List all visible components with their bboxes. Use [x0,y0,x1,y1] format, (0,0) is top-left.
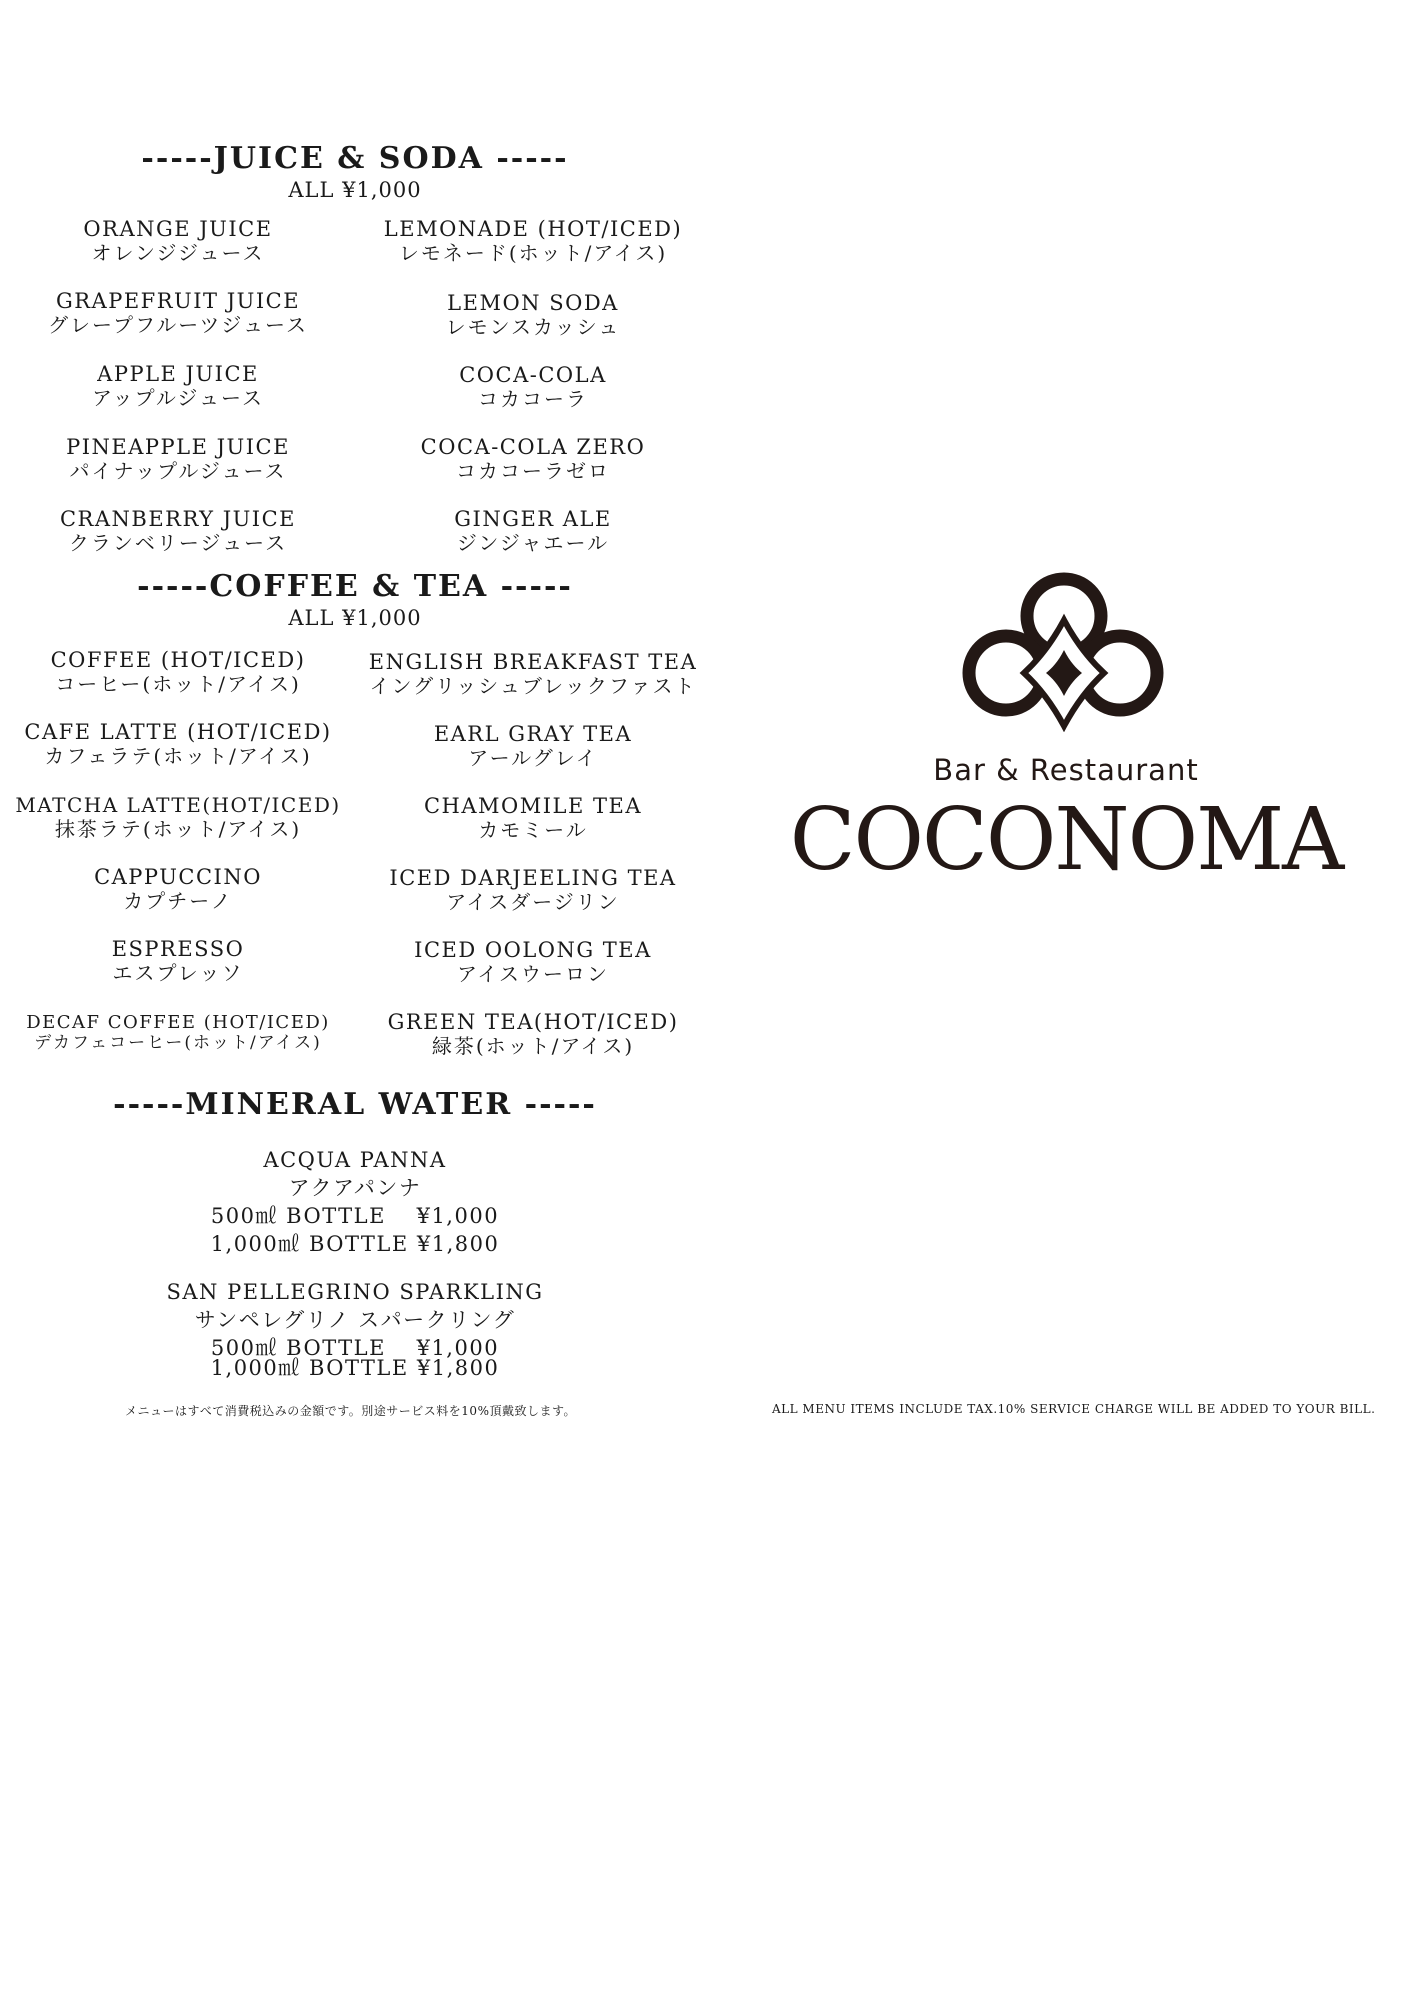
item-name-en: COCA-COLA ZERO [420,435,646,459]
menu-item [459,363,607,411]
menu-item [94,865,262,913]
item-name-jp: オレンジジュース [91,241,265,265]
water-item [211,1146,500,1258]
menu-item [26,1012,330,1054]
item-name-en: GINGER ALE [454,507,612,531]
menu-item [51,648,306,696]
menu-item [388,1010,679,1058]
menu-item [369,650,698,698]
item-name-en: LEMONADE (HOT/ICED) [383,217,683,241]
item-name-jp: アイスウーロン [456,962,609,986]
menu-item [66,435,290,483]
item-name-en: COCA-COLA [459,363,607,387]
menu-item [48,289,308,337]
item-name-en: GREEN TEA(HOT/ICED) [387,1010,679,1034]
section-title-mineral-water: -----MINERAL WATER ----- [113,1087,597,1122]
item-name-jp: カプチーノ [123,889,233,913]
item-name-jp: レモネード(ホット/アイス) [398,241,668,265]
menu-item [15,793,340,841]
item-name-en: APPLE JUICE [97,362,259,386]
item-name-jp: コーヒー(ホット/アイス) [55,672,301,696]
item-name-jp: アクアパンナ [288,1176,422,1200]
menu-item [454,507,611,555]
item-name-en: MATCHA LATTE(HOT/ICED) [15,793,341,817]
item-name-jp: パイナップルジュース [69,459,287,483]
item-name-jp: サンペレグリノ スパークリング [194,1308,516,1332]
item-name-jp: デカフェコーヒー(ホット/アイス) [34,1033,322,1053]
item-name-en: ICED OOLONG TEA [414,938,652,962]
menu-item [414,938,652,986]
item-name-jp: カモミール [478,818,588,842]
item-name-en: ENGLISH BREAKFAST TEA [368,650,698,674]
item-name-jp: グレープフルーツジュース [48,313,308,337]
item-name-en: CRANBERRY JUICE [59,507,297,531]
menu-item [60,507,296,555]
item-name-en: ESPRESSO [111,937,245,961]
item-name-jp: イングリッシュブレックファスト [369,674,697,698]
item-name-jp: 緑茶(ホット/アイス) [431,1034,635,1058]
item-name-en: PINEAPPLE JUICE [66,435,290,459]
item-name-en: CAFE LATTE (HOT/ICED) [24,720,332,744]
item-name-jp: 抹茶ラテ(ホット/アイス) [54,817,302,841]
item-name-en: CHAMOMILE TEA [423,794,643,818]
item-name-jp: コカコーラ [477,387,588,411]
section-title-coffee-tea: -----COFFEE & TEA ----- [137,569,573,604]
coconoma-crest-icon [958,572,1168,732]
logo-wordmark: COCONOMA [789,790,1343,890]
section-price-coffee-tea: ALL ¥1,000 [288,606,422,630]
item-name-jp: アイスダージリン [446,890,620,914]
water-item [166,1278,543,1378]
item-name-jp: エスプレッソ [112,961,244,985]
menu-item [384,217,682,265]
item-name-en: COFFEE (HOT/ICED) [50,648,306,672]
menu-item [446,291,621,339]
item-name-en: GRAPEFRUIT JUICE [55,289,301,313]
item-size-price: 1,000㎖ BOTTLE ¥1,800 [210,1356,500,1380]
footer-note-jp: メニューはすべて消費税込みの金額です。別途サービス料を10%頂戴致します。 [125,1404,577,1418]
item-name-jp: アールグレイ [468,746,598,770]
footer-note-en: ALL MENU ITEMS INCLUDE TAX.10% SERVICE CHARGE WILL BE ADDED TO YOUR BILL. [772,1402,1376,1416]
section-price-juice-soda: ALL ¥1,000 [288,178,422,202]
item-name-en: ICED DARJEELING TEA [389,866,677,890]
menu-item [421,435,646,483]
section-title-juice-soda: -----JUICE & SODA ----- [141,141,569,176]
item-name-jp: カフェラテ(ホット/アイス) [44,744,312,768]
item-name-jp: クランベリージュース [68,531,288,555]
item-name-jp: レモンスカッシュ [445,315,621,339]
item-name-en: EARL GRAY TEA [433,722,633,746]
item-name-en: SAN PELLEGRINO SPARKLING [166,1280,544,1304]
item-size-price: 500㎖ BOTTLE ¥1,000 [210,1204,500,1228]
item-name-en: LEMON SODA [447,291,619,315]
item-name-en: ACQUA PANNA [263,1148,447,1172]
menu-item [434,722,632,770]
item-name-en: DECAF COFFEE (HOT/ICED) [26,1012,330,1033]
menu-item [83,217,272,265]
item-size-price: 1,000㎖ BOTTLE ¥1,800 [210,1232,500,1256]
menu-item [424,794,642,842]
menu-item [112,937,245,985]
item-name-jp: アップルジュース [92,386,264,410]
logo-tagline: Bar & Restaurant [933,753,1199,787]
item-name-jp: コカコーラゼロ [455,459,610,483]
menu-item [92,362,264,410]
menu-item [389,866,676,914]
item-name-jp: ジンジャエール [456,531,610,555]
menu-item [24,720,331,768]
item-size-price: 500㎖ BOTTLE ¥1,000 [210,1336,500,1360]
item-name-en: ORANGE JUICE [83,217,273,241]
item-name-en: CAPPUCCINO [94,865,262,889]
